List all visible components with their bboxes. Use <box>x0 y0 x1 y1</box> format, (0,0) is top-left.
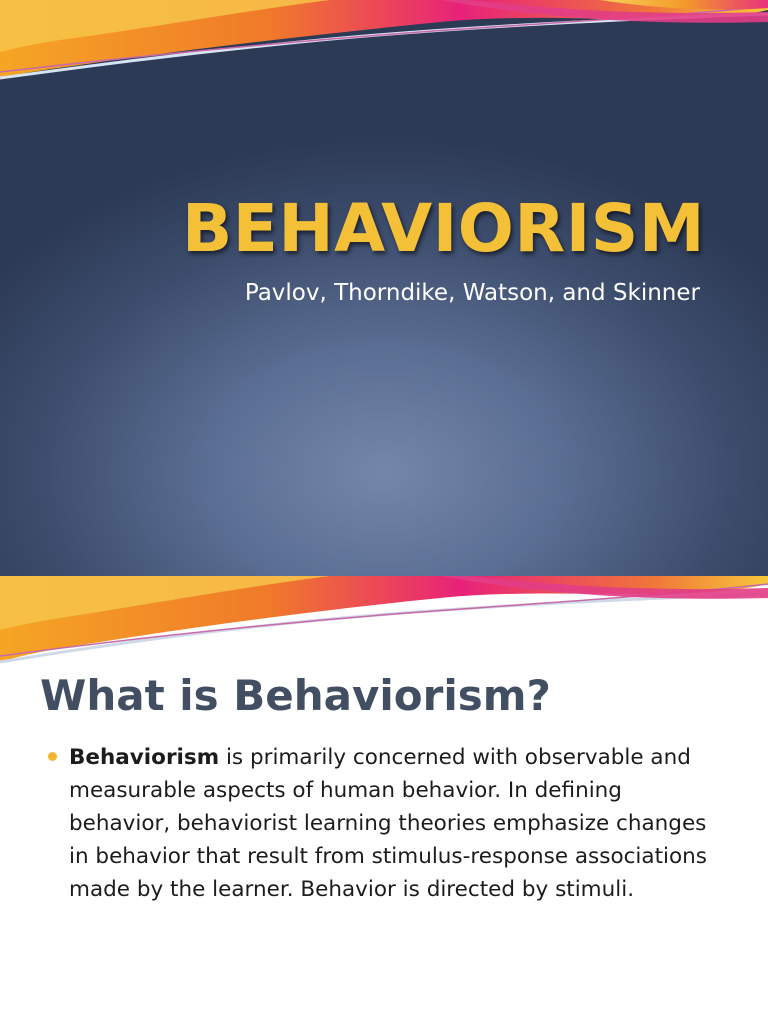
content-slide <box>0 576 768 1024</box>
bullet-icon <box>48 752 57 761</box>
bullet-body: is primarily concerned with observable and measurable aspects of human behavior. In defining behavior, behaviorist learning theories emphasize changes in behavior that result from stimulus-response associations made by the learner. Behavior is directed by stimuli. <box>69 745 707 902</box>
slide-title: BEHAVIORISM <box>181 190 705 267</box>
bullet-term: Behaviorism <box>69 745 220 770</box>
bullet-item <box>48 741 728 906</box>
decorative-swoosh-top <box>0 576 768 666</box>
slide-subtitle: Pavlov, Thorndike, Watson, and Skinner <box>244 280 700 306</box>
bullet-text <box>69 741 728 906</box>
decorative-swoosh-top <box>0 0 768 100</box>
slide-title: What is Behaviorism? <box>40 671 551 720</box>
